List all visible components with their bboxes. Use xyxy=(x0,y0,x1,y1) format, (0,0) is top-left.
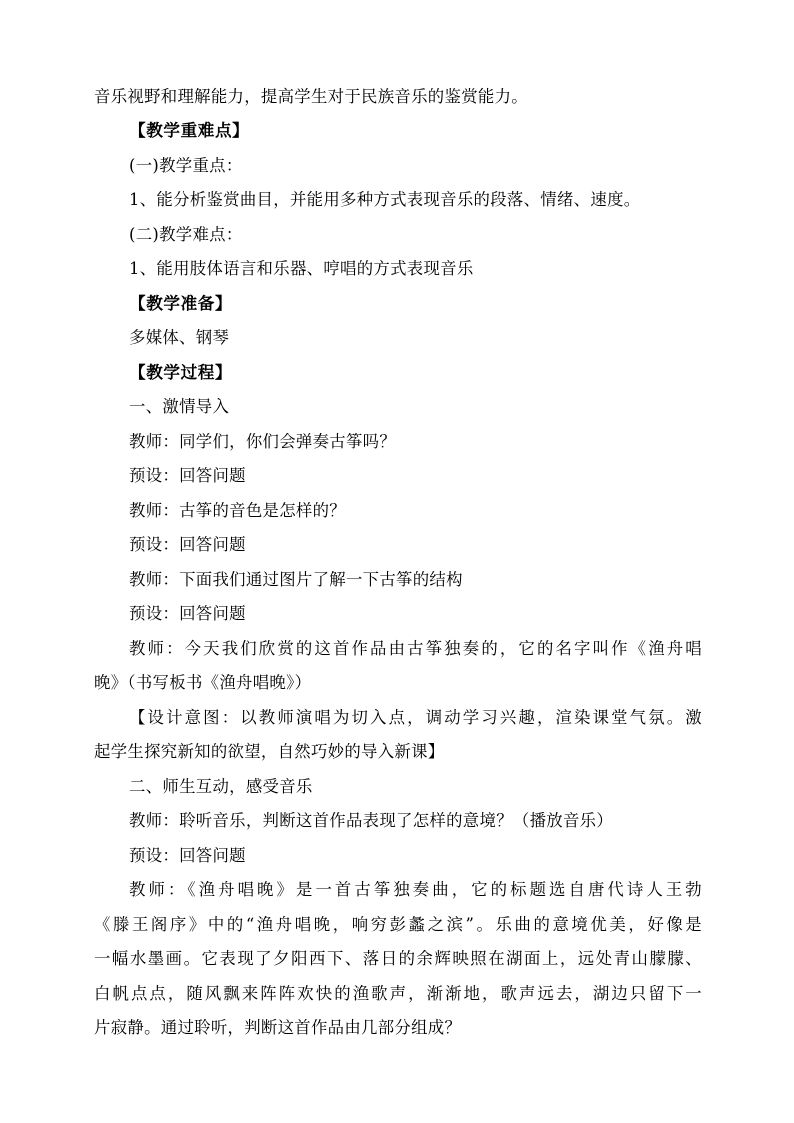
section-heading-key-points: 【教学重难点】 xyxy=(129,121,250,140)
paragraph-line: 教师：聆听音乐，判断这首作品表现了怎样的意境？（播放音乐） xyxy=(129,811,614,830)
section-heading-preparation: 【教学准备】 xyxy=(129,294,233,313)
paragraph-line: 教师：《渔舟唱晚》是一首古筝独奏曲，它的标题选自唐代诗人王勃 xyxy=(129,880,702,899)
paragraph-line: 片寂静。通过聆听，判断这首作品由几部分组成？ xyxy=(94,1018,462,1037)
paragraph-line: 多媒体、钢琴 xyxy=(129,328,230,347)
subheading-difficult-point: (二)教学难点： xyxy=(129,225,243,244)
design-intent-line: 起学生探究新知的欲望，自然巧妙的导入新课】 xyxy=(94,742,445,761)
paragraph-line: 预设：回答问题 xyxy=(129,604,246,623)
paragraph-line: 预设：回答问题 xyxy=(129,846,246,865)
paragraph-line: 预设：回答问题 xyxy=(129,535,246,554)
section-heading-process: 【教学过程】 xyxy=(129,363,233,382)
paragraph-line: 一幅水墨画。它表现了夕阳西下、落日的余辉映照在湖面上，远处青山朦朦、 xyxy=(94,949,702,968)
paragraph-line: 教师：古筝的音色是怎样的？ xyxy=(129,501,346,520)
paragraph-line: 晚》（书写板书《渔舟唱晚》） xyxy=(94,673,312,692)
paragraph-line: 白帆点点，随风飘来阵阵欢快的渔歌声，渐渐地，歌声远去，湖边只留下一 xyxy=(94,984,702,1003)
paragraph-line: 教师：今天我们欣赏的这首作品由古筝独奏的，它的名字叫作《渔舟唱 xyxy=(129,639,702,658)
design-intent-line: 【设计意图：以教师演唱为切入点，调动学习兴趣，渲染课堂气氛。激 xyxy=(129,708,702,727)
paragraph-line: 1、能分析鉴赏曲目，并能用多种方式表现音乐的段落、情绪、速度。 xyxy=(129,190,641,209)
paragraph-line: 教师：同学们，你们会弹奏古筝吗？ xyxy=(129,432,397,451)
step-heading-intro: 一、激情导入 xyxy=(129,397,230,416)
paragraph-line: 教师：下面我们通过图片了解一下古筝的结构 xyxy=(129,570,463,589)
paragraph-line: 音乐视野和理解能力，提高学生对于民族音乐的鉴赏能力。 xyxy=(94,87,528,106)
paragraph-line: 1、能用肢体语言和乐器、哼唱的方式表现音乐 xyxy=(129,259,474,278)
paragraph-line: 预设：回答问题 xyxy=(129,466,246,485)
subheading-key-point: (一)教学重点： xyxy=(129,156,243,175)
step-heading-interaction: 二、师生互动，感受音乐 xyxy=(129,777,313,796)
paragraph-line: 《滕王阁序》中的“渔舟唱晚，响穷彭蠡之滨”。乐曲的意境优美，好像是 xyxy=(94,915,702,934)
